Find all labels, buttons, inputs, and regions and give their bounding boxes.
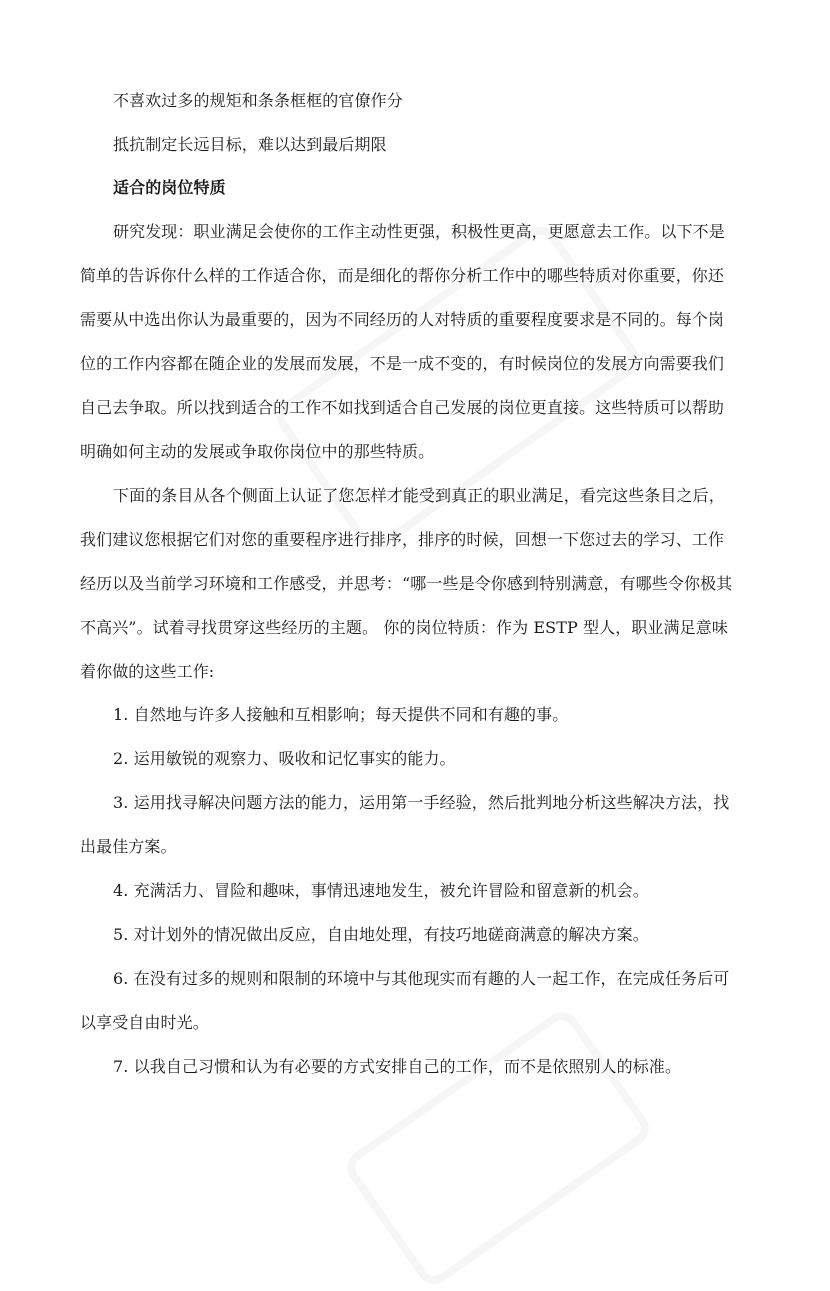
paragraph-2-line-5: 着你做的这些工作: bbox=[80, 662, 215, 681]
paragraph-2-line-3: 经历以及当前学习环境和工作感受，并思考：“哪一些是令你感到特别满意，有哪些令你极其 bbox=[80, 574, 733, 593]
list-item-5: 5. 对计划外的情况做出反应，自由地处理，有技巧地磋商满意的解决方案。 bbox=[113, 925, 649, 944]
paragraph-1-line-1: 研究发现：职业满足会使你的工作主动性更强，积极性更高，更愿意去工作。以下不是 bbox=[113, 222, 725, 241]
watermark-mark-bottom bbox=[340, 1005, 656, 1291]
list-item-1: 1. 自然地与许多人接触和互相影响；每天提供不同和有趣的事。 bbox=[113, 705, 569, 724]
list-item-3-line-1: 3. 运用找寻解决问题方法的能力，运用第一手经验，然后批判地分析这些解决方法，找 bbox=[113, 793, 730, 812]
list-item-3-line-2: 出最佳方案。 bbox=[80, 837, 177, 856]
list-item-2: 2. 运用敏锐的观察力、吸收和记忆事实的能力。 bbox=[113, 749, 456, 768]
paragraph-1-line-5: 自己去争取。所以找到适合的工作不如找到适合自己发展的岗位更直接。这些特质可以帮助 bbox=[80, 398, 725, 417]
paragraph-1-line-6: 明确如何主动的发展或争取你岗位中的那些特质。 bbox=[80, 442, 435, 461]
paragraph-2-line-1: 下面的条目从各个侧面上认证了您怎样才能受到真正的职业满足，看完这些条目之后， bbox=[113, 486, 725, 505]
paragraph-1-line-4: 位的工作内容都在随企业的发展而发展，不是一成不变的，有时候岗位的发展方向需要我们 bbox=[80, 354, 725, 373]
list-item-6-line-1: 6. 在没有过多的规则和限制的环境中与其他现实而有趣的人一起工作，在完成任务后可 bbox=[113, 969, 730, 988]
list-item-4: 4. 充满活力、冒险和趣味，事情迅速地发生，被允许冒险和留意新的机会。 bbox=[113, 881, 649, 900]
list-item-7: 7. 以我自己习惯和认为有必要的方式安排自己的工作，而不是依照别人的标准。 bbox=[113, 1057, 682, 1076]
text-line-2: 抵抗制定长远目标，难以达到最后期限 bbox=[113, 135, 387, 154]
paragraph-1-line-2: 简单的告诉你什么样的工作适合你，而是细化的帮你分析工作中的哪些特质对你重要，你还 bbox=[80, 266, 725, 285]
list-item-6-line-2: 以享受自由时光。 bbox=[80, 1013, 209, 1032]
section-heading: 适合的岗位特质 bbox=[113, 178, 226, 197]
paragraph-2-line-2: 我们建议您根据它们对您的重要程序进行排序，排序的时候，回想一下您过去的学习、工作 bbox=[80, 530, 725, 549]
paragraph-2-line-4: 不高兴”。试着寻找贯穿这些经历的主题。 你的岗位特质：作为 ESTP 型人，职业满足意味 bbox=[80, 618, 728, 637]
paragraph-1-line-3: 需要从中选出你认为最重要的，因为不同经历的人对特质的重要程度要求是不同的。每个岗 bbox=[80, 310, 725, 329]
text-line-1: 不喜欢过多的规矩和条条框框的官僚作分 bbox=[113, 91, 403, 110]
